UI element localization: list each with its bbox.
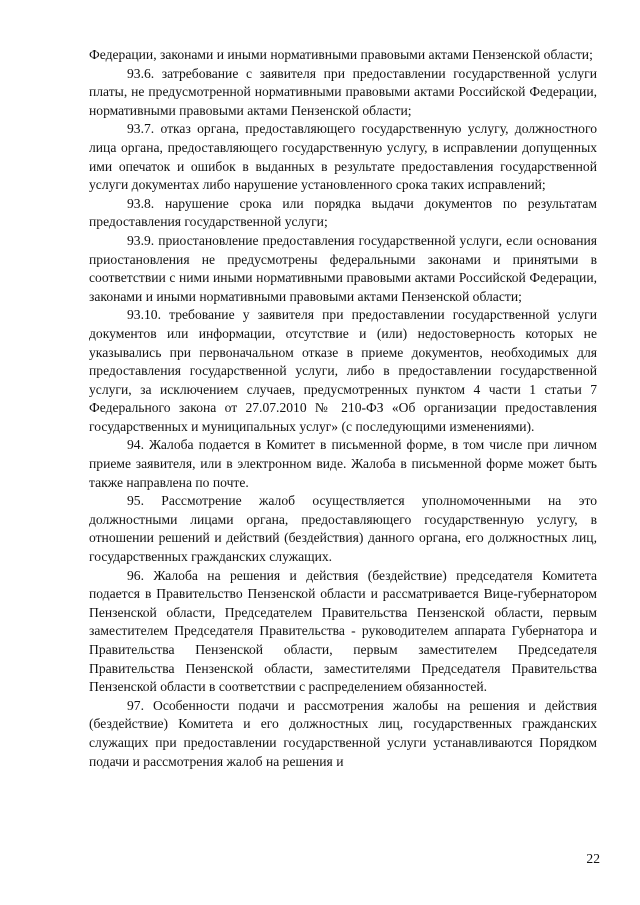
paragraph-93-6: 93.6. затребование с заявителя при предоставлении государственной услуги платы, не предусмотренной нормативными правовыми актами Российской Федерации, нормативными правовыми актами Пензенской области; <box>89 65 597 118</box>
paragraph-97: 97. Особенности подачи и рассмотрения жалобы на решения и действия (бездействие) Комитета и его должностных лиц, государственных гражданских служащих при предоставлении государственной услуги устанавливаются Порядком подачи и рассмотрения жалоб на решения и <box>89 697 597 769</box>
page-number: 22 <box>586 851 600 866</box>
paragraph-93-8: 93.8. нарушение срока или порядка выдачи документов по результатам предоставления государственной услуги; <box>89 195 597 230</box>
paragraph-93-9: 93.9. приостановление предоставления государственной услуги, если основания приостановления не предусмотрены федеральными законами и принятыми в соответствии с ними иными нормативными правовыми актами Российской Федерации, законами и иными нормативными правовыми актами Пензенской области; <box>89 232 597 304</box>
paragraph-96: 96. Жалоба на решения и действия (бездействие) председателя Комитета подается в Правительство Пензенской области и рассматривается Вице-губернатором Пензенской области, Председателем Правительства Пензенской области, первым заместителем Председателя Правительства - руководителем аппарата Губернатора и Правительства Пензенской области, первым заместителем Председателя Правительства Пензенской области, заместителями Председателя Правительства Пензенской области в соответствии с распределением обязанностей. <box>89 567 597 695</box>
paragraph-95: 95. Рассмотрение жалоб осуществляется уполномоченными на это должностными лицами органа, предоставляющего государственную услугу, в отношении решений и действий (бездействия) данного органа, его должностных лиц, государственных гражданских служащих. <box>89 493 597 565</box>
paragraph-93-10: 93.10. требование у заявителя при предоставлении государственной услуги документов или информации, отсутствие и (или) недостоверность которых не указывались при первоначальном отказе в приеме документов, необходимых для предоставления государственной услуги, либо в предоставлении государственной услуги, за исключением случаев, предусмотренных пунктом 4 части 1 статьи 7 Федерального закона от 27.07.2010 № 210-ФЗ «Об организации предоставления государственных и муниципальных услуг» (с последующими изменениями). <box>89 307 597 434</box>
document-body <box>89 46 597 771</box>
paragraph-93-7: 93.7. отказ органа, предоставляющего государственную услугу, должностного лица органа, предоставляющего государственную услугу, в исправлении допущенных ими опечаток и ошибок в выданных в результате предоставления государственной услуги документах либо нарушение установленного срока таких исправлений; <box>89 121 597 193</box>
paragraph-continuation: Федерации, законами и иными нормативными правовыми актами Пензенской области; <box>89 47 593 62</box>
paragraph-94: 94. Жалоба подается в Комитет в письменной форме, в том числе при личном приеме заявителя, или в электронном виде. Жалоба в письменной форме может быть также направлена по почте. <box>89 437 597 490</box>
